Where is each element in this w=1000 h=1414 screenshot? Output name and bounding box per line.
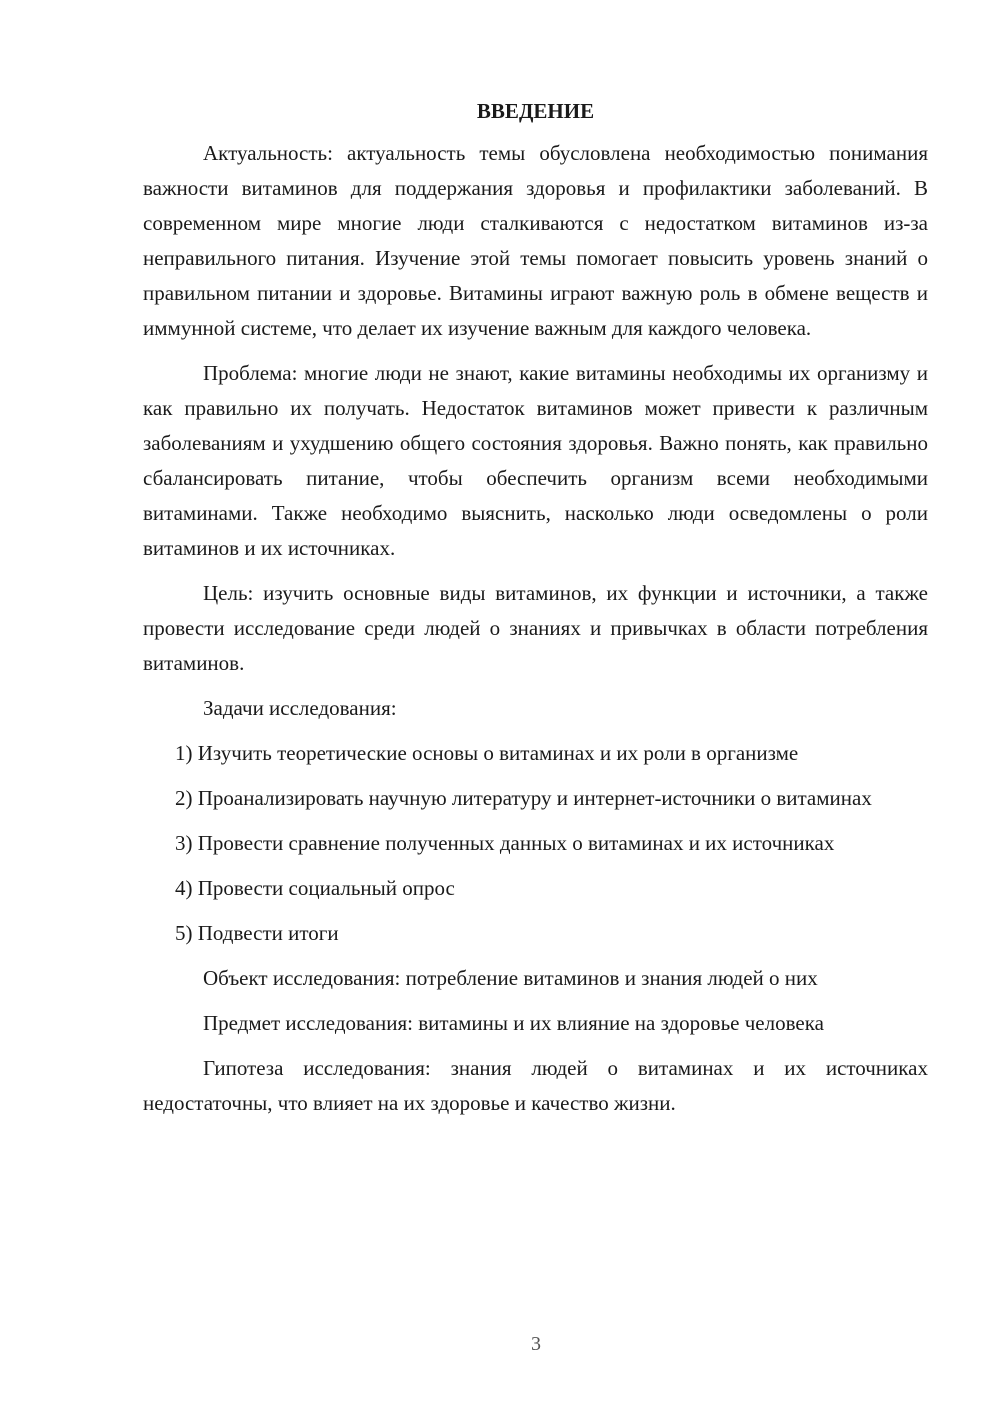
- page-number: 3: [531, 1333, 541, 1355]
- task-item-1: 1) Изучить теоретические основы о витаминах и их роли в организме: [175, 741, 799, 765]
- tasks-heading: Задачи исследования:: [203, 696, 397, 720]
- relevance-paragraph: Актуальность: актуальность темы обусловлена необходимостью понимания важности витаминов для поддержания здоровья и профилактики заболеваний. В современном мире многие люди сталкиваются с недостатком витаминов из-за неправильного питания. Изучение этой темы помогает повысить уровень знаний о правильном питании и здоровье. Витамины играют важную роль в обмене веществ и иммунной системе, что делает их изучение важным для каждого человека.: [143, 141, 928, 340]
- task-item-3: 3) Провести сравнение полученных данных о витаминах и их источниках: [175, 831, 835, 855]
- task-item-4: 4) Провести социальный опрос: [175, 876, 455, 900]
- research-object-paragraph: Объект исследования: потребление витаминов и знания людей о них: [203, 966, 818, 990]
- section-heading: ВВЕДЕНИЕ: [476, 99, 595, 123]
- hypothesis-paragraph: Гипотеза исследования: знания людей о витаминах и их источниках недостаточны, что влияет на их здоровье и качество жизни.: [143, 1056, 928, 1115]
- goal-paragraph: Цель: изучить основные виды витаминов, их функции и источники, а также провести исследование среди людей о знаниях и привычках в области потребления витаминов.: [143, 581, 928, 675]
- problem-paragraph: Проблема: многие люди не знают, какие витамины необходимы их организму и как правильно их получать. Недостаток витаминов может привести к различным заболеваниям и ухудшению общего состояния здоровья. Важно понять, как правильно сбалансировать питание, чтобы обеспечить организм всеми необходимыми витаминами. Также необходимо выяснить, насколько люди осведомлены о роли витаминов и их источниках.: [143, 361, 928, 560]
- task-item-2: 2) Проанализировать научную литературу и интернет-источники о витаминах: [175, 786, 872, 810]
- task-item-5: 5) Подвести итоги: [175, 921, 339, 945]
- document-page: [143, 96, 928, 1131]
- research-subject-paragraph: Предмет исследования: витамины и их влияние на здоровье человека: [203, 1011, 824, 1035]
